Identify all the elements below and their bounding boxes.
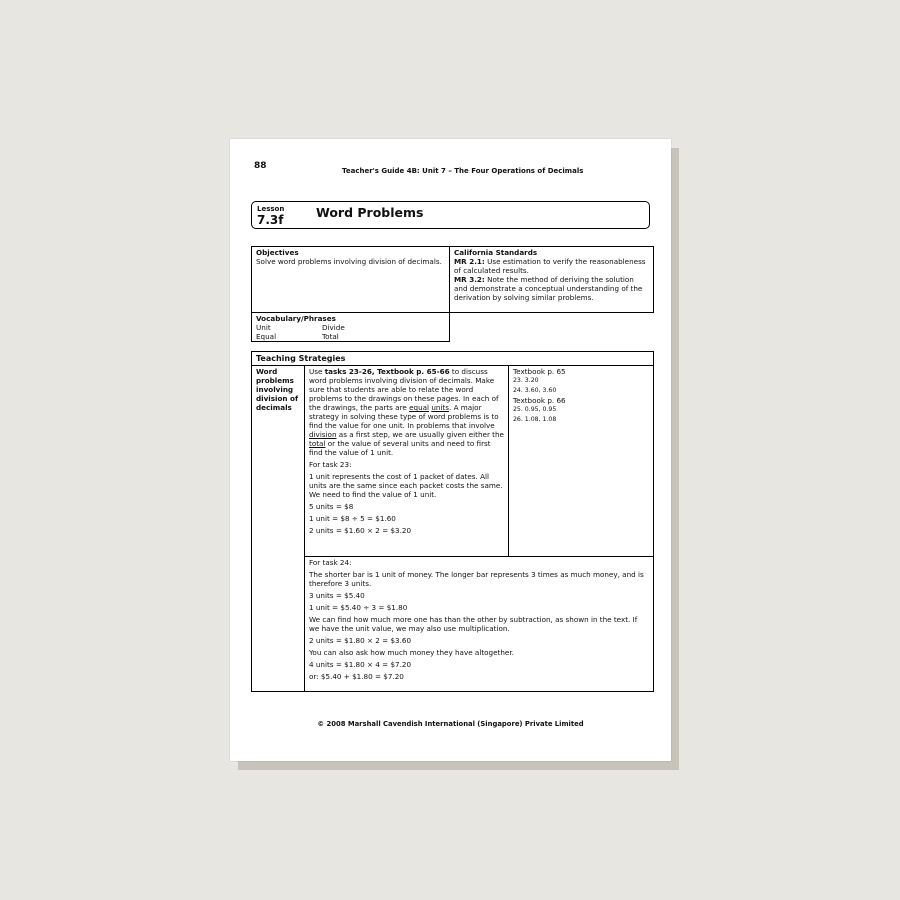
task24-step: 1 unit = $5.40 ÷ 3 = $1.80 [309,603,408,612]
task24-step: 4 units = $1.80 × 4 = $7.20 [309,660,412,669]
standard-item [454,275,649,302]
task23-step: 5 units = $8 [309,502,354,511]
task24-note: You can also ask how much money they have altogether. [309,648,514,657]
answer-line: 24. 3.60, 3.60 [513,387,557,394]
answer-line: 26. 1.08, 1.08 [513,416,557,423]
vocab-word: Equal [256,332,277,341]
lesson-label: Lesson [257,205,285,213]
objectives-text: Solve word problems involving division of decimals. [256,257,442,266]
task24-cell [305,557,653,691]
vocabulary-list [256,323,445,341]
page-number: 88 [254,161,267,171]
standard-item [454,257,649,275]
lesson-number: 7.3f [257,213,284,227]
task24-step: or: $5.40 + $1.80 = $7.20 [309,672,404,681]
vocabulary-box [251,312,450,342]
answers-p66-label: Textbook p. 66 [513,396,566,405]
standards-box [449,246,654,313]
vocab-word: Total [322,332,339,341]
answer-line: 23. 3.20 [513,377,539,384]
task24-step: 2 units = $1.80 × 2 = $3.60 [309,636,412,645]
standard-text: Use estimation to verify the reasonableness of calculated results. [454,257,646,275]
teaching-strategies-table [251,351,654,692]
lesson-title: Word Problems [316,205,424,220]
task23-text: 1 unit represents the cost of 1 packet of dates. All units are the same since each packet costs the same. We need to find the value of 1 unit. [309,472,503,499]
standards-heading: California Standards [454,248,538,257]
answer-line: 25. 0.95, 0.95 [513,406,557,413]
task24-step: 3 units = $5.40 [309,591,365,600]
copyright-footer: © 2008 Marshall Cavendish International (Singapore) Private Limited [317,720,584,728]
task24-note: We can find how much more one has than the other by subtraction, as shown in the text. If we have the unit value, we may also use multiplication. [309,615,638,633]
vocab-word: Unit [256,323,271,332]
task23-step: 1 unit = $8 ÷ 5 = $1.60 [309,514,396,523]
task24-text: The shorter bar is 1 unit of money. The longer bar represents 3 times as much money, and is therefore 3 units. [309,570,644,588]
topic-cell: Word problems involving division of decimals [252,366,305,692]
document-page [230,139,671,761]
standard-code: MR 3.2: [454,275,485,284]
answers-p65-label: Textbook p. 65 [513,367,566,376]
objectives-box [251,246,450,313]
intro-paragraph: Use tasks 23-26, Textbook p. 65-66 to discuss word problems involving division of decimals. Make sure that students are able to relate the word problems to the drawings on these pages. In each of the drawings, the parts are equal units. A major strategy in solving these type of word problems is to find the value for one unit. In problems that involve division as a first step, we are usually given either the total or the value of several units and need to first find the value of 1 unit. [309,367,504,457]
strategy-cell [305,366,509,557]
task23-heading: For task 23: [309,460,352,469]
task23-step: 2 units = $1.60 × 2 = $3.20 [309,526,412,535]
standard-text: Note the method of deriving the solution and demonstrate a conceptual understanding of the derivation by solving similar problems. [454,275,643,302]
standard-code: MR 2.1: [454,257,485,266]
lesson-banner [251,201,650,229]
teaching-heading: Teaching Strategies [252,352,653,366]
vocabulary-heading: Vocabulary/Phrases [256,314,336,323]
objectives-heading: Objectives [256,248,299,257]
running-head: Teacher's Guide 4B: Unit 7 – The Four Operations of Decimals [342,167,584,175]
answers-cell [509,366,653,557]
vocab-word: Divide [322,323,345,332]
task24-heading: For task 24: [309,558,352,567]
